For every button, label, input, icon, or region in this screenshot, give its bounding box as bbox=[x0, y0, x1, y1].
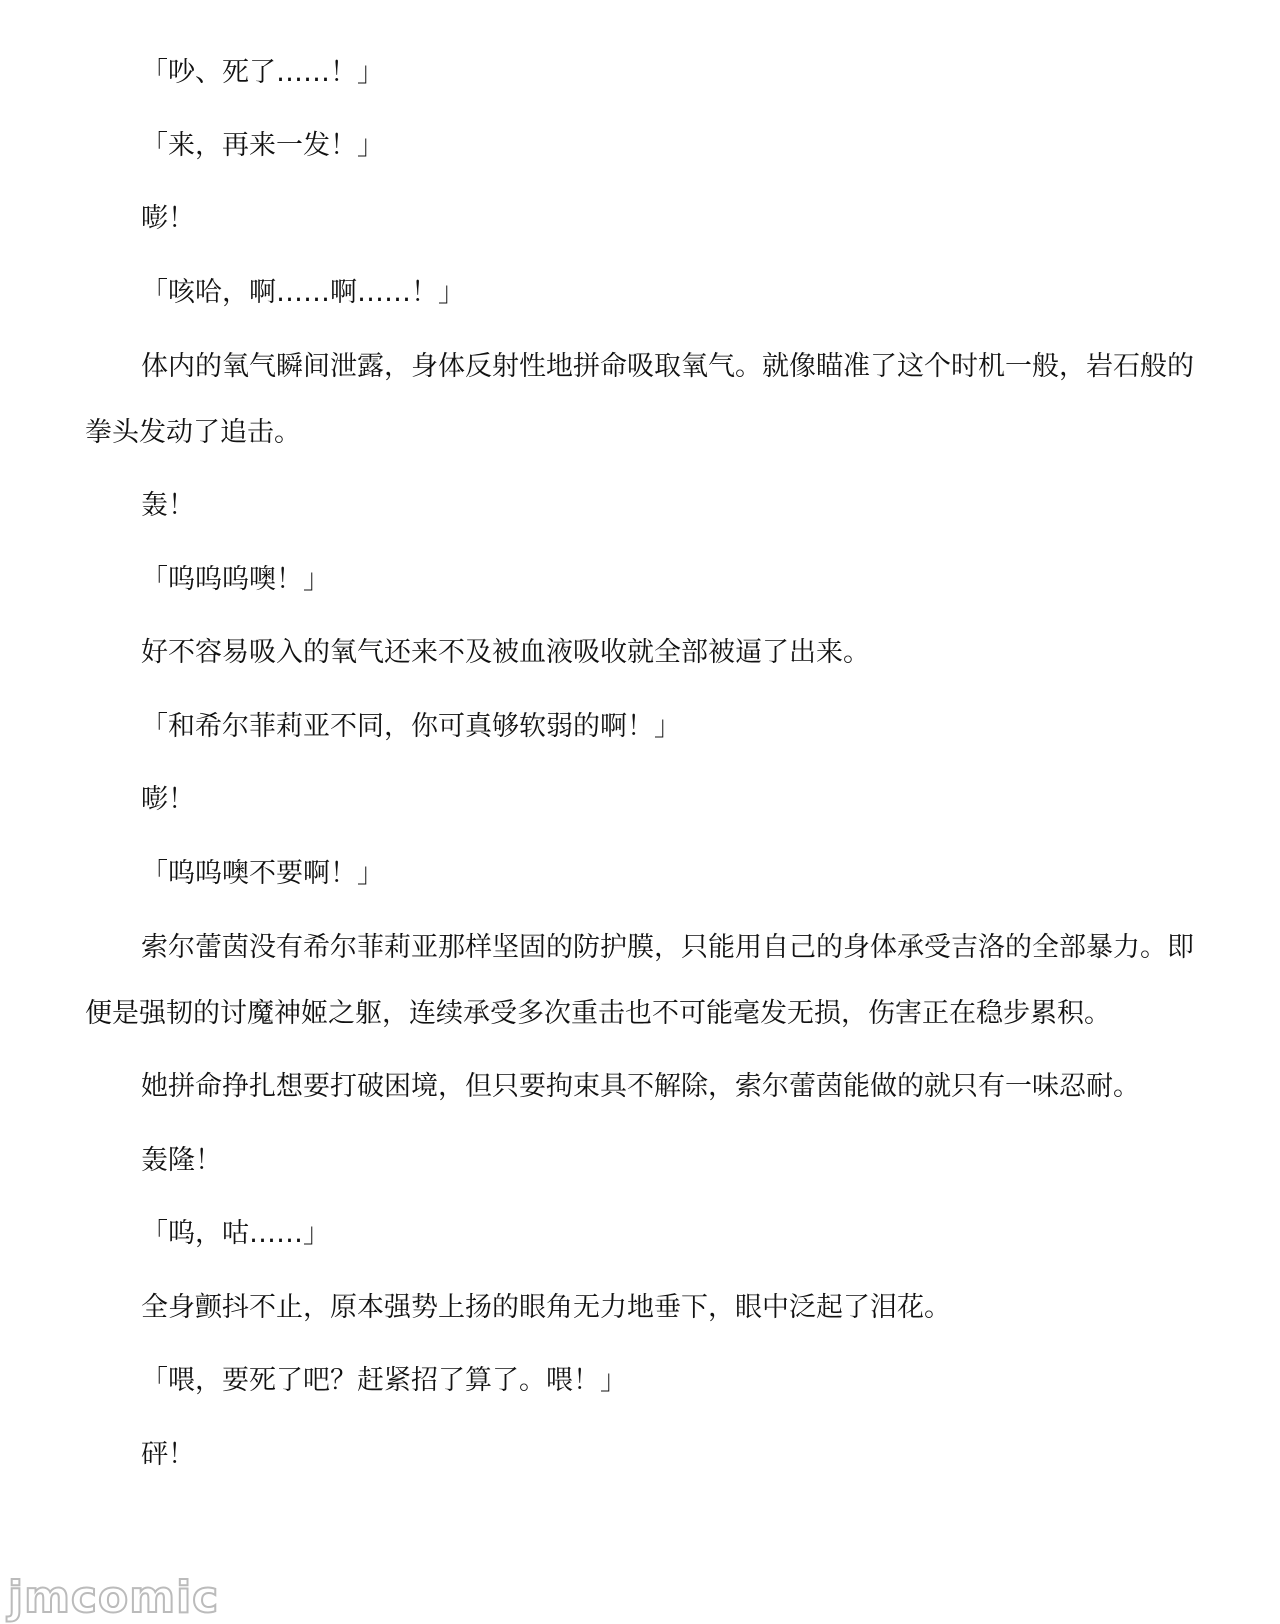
paragraph-sound-effect: 嘭！ bbox=[141, 784, 195, 815]
paragraph-sound-effect: 砰！ bbox=[141, 1439, 195, 1470]
paragraph-sound-effect: 轰隆！ bbox=[141, 1145, 222, 1176]
paragraph-dialogue: 「来，再来一发！」 bbox=[141, 130, 384, 161]
paragraph-narration: 好不容易吸入的氧气还来不及被血液吸收就全部被逼了出来。 bbox=[141, 637, 870, 668]
paragraph-sound-effect: 嘭！ bbox=[141, 203, 195, 234]
watermark-logo: jmcomic bbox=[8, 1572, 220, 1623]
paragraph-dialogue: 「呜呜噢不要啊！」 bbox=[141, 858, 384, 889]
paragraph-dialogue: 「吵、死了……！」 bbox=[141, 57, 384, 88]
paragraph-narration: 全身颤抖不止，原本强势上扬的眼角无力地垂下，眼中泛起了泪花。 bbox=[141, 1292, 951, 1323]
paragraph-dialogue: 「和希尔菲莉亚不同，你可真够软弱的啊！」 bbox=[141, 711, 681, 742]
paragraph-dialogue: 「呜呜呜噢！」 bbox=[141, 564, 330, 595]
paragraph-narration: 她拼命挣扎想要打破困境，但只要拘束具不解除，索尔蕾茵能做的就只有一味忍耐。 bbox=[141, 1071, 1140, 1102]
paragraph-narration: 体内的氧气瞬间泄露，身体反射性地拼命吸取氧气。就像瞄准了这个时机一般，岩石般的拳头发动了追击。 bbox=[85, 351, 1194, 448]
paragraph-sound-effect: 轰！ bbox=[141, 490, 195, 521]
paragraph-narration: 索尔蕾茵没有希尔菲莉亚那样坚固的防护膜，只能用自己的身体承受吉洛的全部暴力。即便是强韧的讨魔神姬之躯，连续承受多次重击也不可能毫发无损，伤害正在稳步累积。 bbox=[85, 932, 1194, 1029]
paragraph-dialogue: 「咳哈，啊……啊……！」 bbox=[141, 277, 465, 308]
paragraph-dialogue: 「喂，要死了吧？赶紧招了算了。喂！」 bbox=[141, 1365, 627, 1396]
paragraph-dialogue: 「呜，咕……」 bbox=[141, 1218, 330, 1249]
